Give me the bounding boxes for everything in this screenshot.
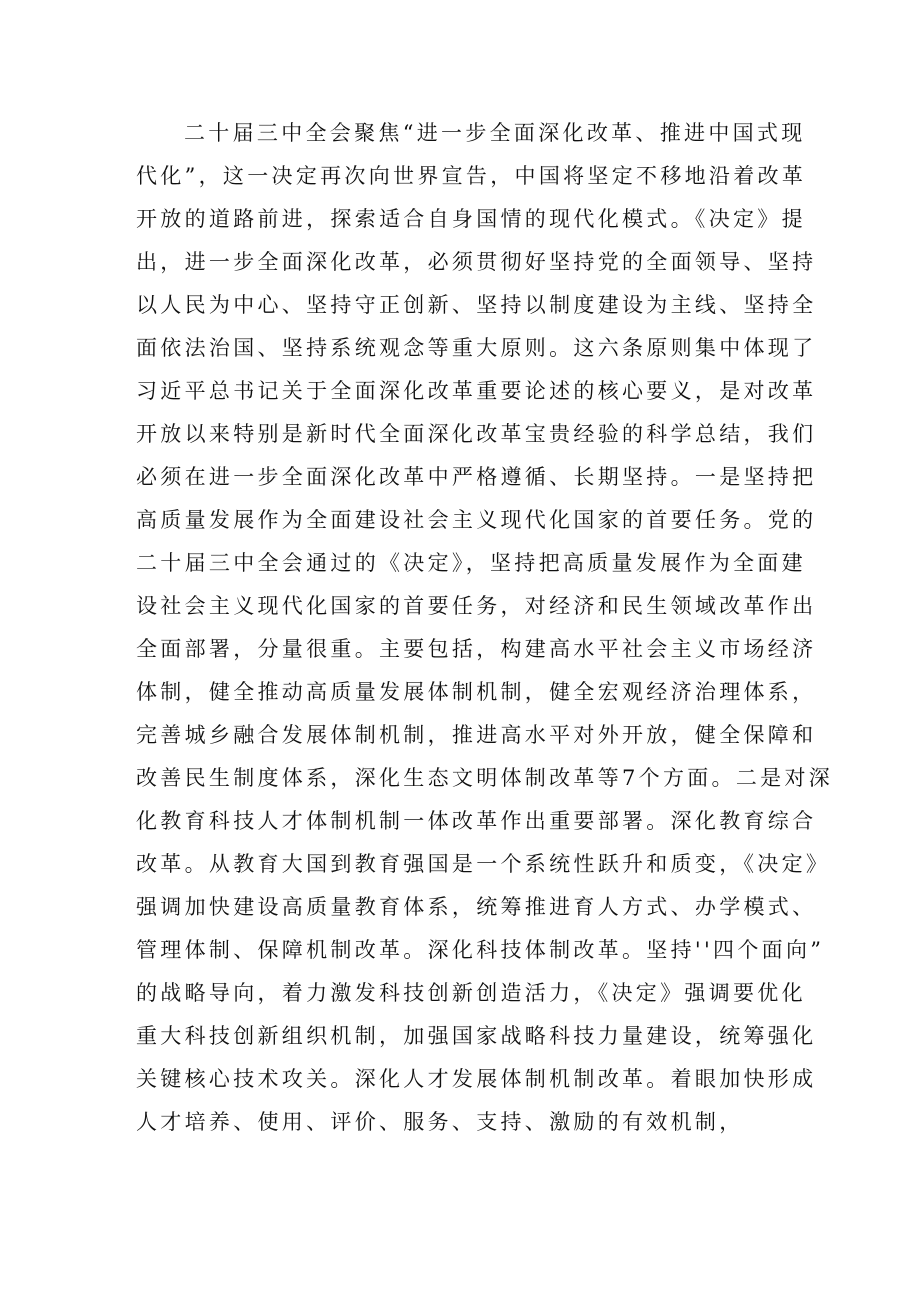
paragraph-line: 高质量发展作为全面建设社会主义现代化国家的首要任务。党的 xyxy=(136,508,817,532)
paragraph-line: 人才培养、使用、评价、服务、支持、激励的有效机制， xyxy=(136,1110,744,1134)
paragraph-line: 出，进一步全面深化改革，必须贯彻好坚持党的全面领导、坚持 xyxy=(136,250,817,274)
paragraph-line: 化教育科技人才体制机制一体改革作出重要部署。深化教育综合 xyxy=(136,809,817,833)
paragraph-line: 关键核心技术攻关。深化人才发展体制机制改革。着眼加快形成 xyxy=(136,1067,817,1091)
paragraph-line: 体制，健全推动高质量发展体制机制，健全宏观经济治理体系， xyxy=(136,680,817,704)
paragraph-line: 强调加快建设高质量教育体系，统筹推进育人方式、办学模式、 xyxy=(136,895,817,919)
paragraph-line: 开放以来特别是新时代全面深化改革宝贵经验的科学总结，我们 xyxy=(136,422,817,446)
paragraph-line: 开放的道路前进，探索适合自身国情的现代化模式。《决定》提 xyxy=(136,207,806,231)
paragraph-line: 习近平总书记关于全面深化改革重要论述的核心要义，是对改革 xyxy=(136,379,817,403)
paragraph-line: 重大科技创新组织机制，加强国家战略科技力量建设，统筹强化 xyxy=(136,1024,817,1048)
paragraph-line: 全面部署，分量很重。主要包括，构建高水平社会主义市场经济 xyxy=(136,637,817,661)
paragraph-line: 必须在进一步全面深化改革中严格遵循、长期坚持。一是坚持把 xyxy=(136,465,817,489)
paragraph-line: 完善城乡融合发展体制机制，推进高水平对外开放，健全保障和 xyxy=(136,723,817,747)
paragraph-line: 代化”，这一决定再次向世界宣告，中国将坚定不移地沿着改革 xyxy=(136,164,807,188)
paragraph-line: 以人民为中心、坚持守正创新、坚持以制度建设为主线、坚持全 xyxy=(136,293,817,317)
paragraph-line: 管理体制、保障机制改革。深化科技体制改革。坚持''四个面向” xyxy=(136,938,825,962)
paragraph-line: 改革。从教育大国到教育强国是一个系统性跃升和质变，《决定》 xyxy=(136,852,831,876)
paragraph-line: 改善民生制度体系，深化生态文明体制改革等7个方面。二是对深 xyxy=(136,766,834,790)
paragraph-line: 设社会主义现代化国家的首要任务，对经济和民生领域改革作出 xyxy=(136,594,817,618)
paragraph-line: 面依法治国、坚持系统观念等重大原则。这六条原则集中体现了 xyxy=(136,336,817,360)
body-paragraph xyxy=(136,112,833,1144)
paragraph-line: 二十届三中全会通过的《决定》，坚持把高质量发展作为全面建 xyxy=(136,551,806,575)
paragraph-line: 二十届三中全会聚焦“进一步全面深化改革、推进中国式现 xyxy=(184,121,806,145)
paragraph-line: 的战略导向，着力激发科技创新创造活力，《决定》强调要优化 xyxy=(136,981,806,1005)
